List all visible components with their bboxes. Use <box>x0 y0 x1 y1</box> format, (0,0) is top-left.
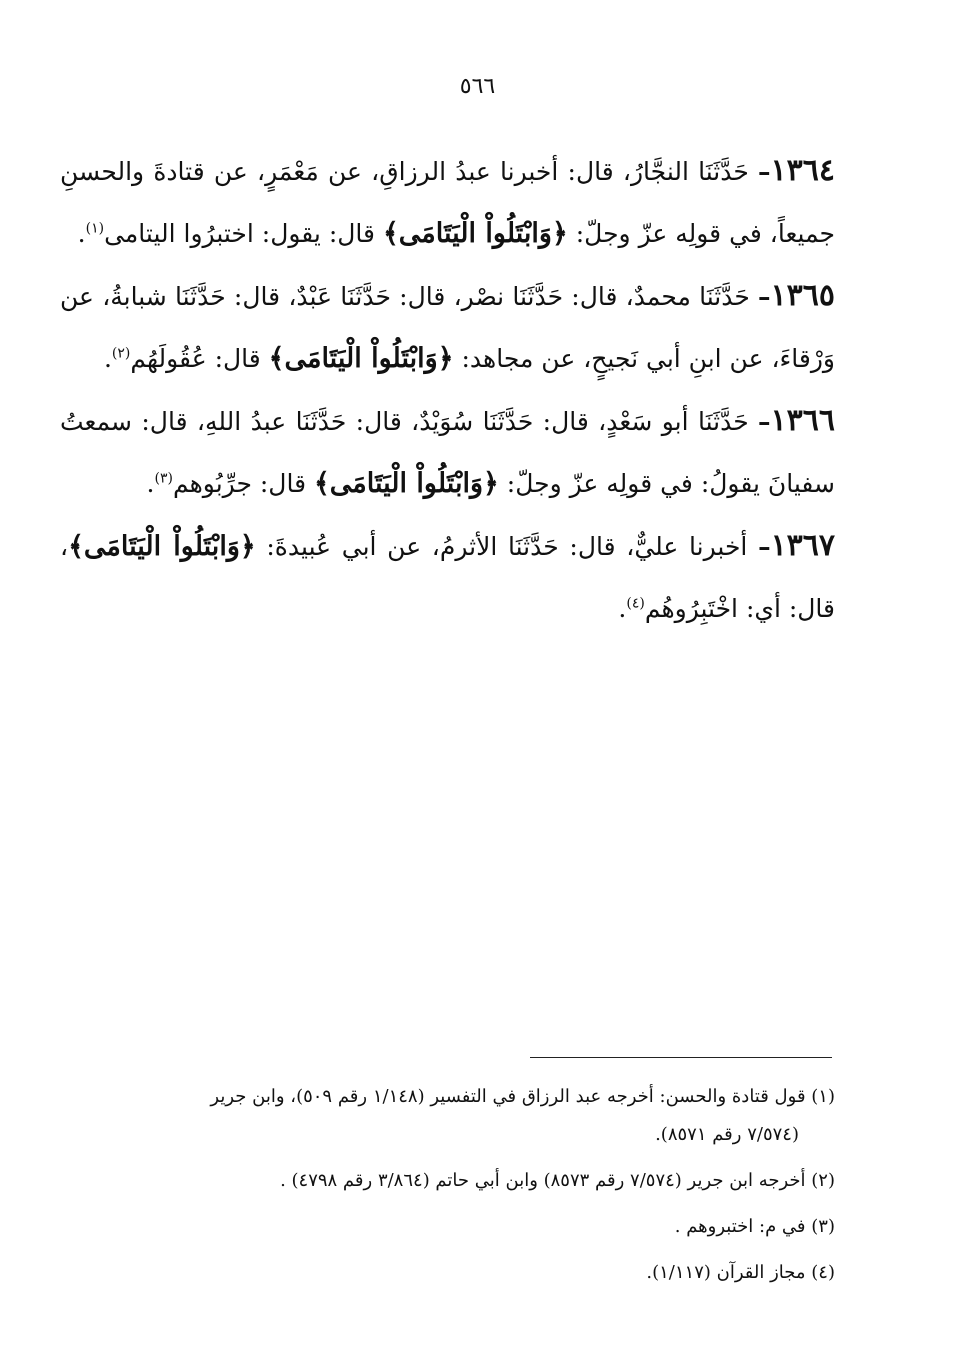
hadith-end: . <box>77 219 86 248</box>
hadith-end: . <box>146 469 155 498</box>
hadith-1366 <box>60 390 835 515</box>
hadith-end: . <box>618 594 627 623</box>
quran-verse: ﴿وَابْتَلُواْ الْيَتَامَى﴾ <box>68 531 256 562</box>
main-text <box>60 140 835 640</box>
footnote-label: (١) <box>811 1086 835 1107</box>
footnotes <box>60 1078 835 1300</box>
hadith-text-cont: قال: يقول: اختبرُوا اليتامى <box>104 219 383 248</box>
footnote-2 <box>60 1162 835 1200</box>
hadith-number: ١٣٦٤ <box>770 153 835 188</box>
hadith-end: . <box>103 344 112 373</box>
hadith-1365 <box>60 265 835 390</box>
footnote-label: (٤) <box>811 1262 835 1283</box>
hadith-text: حَدَّثَنَا محمدٌ، قال: حَدَّثَنَا نصْر، قال: حَدَّثَنَا عَبْدٌ، قال: حَدَّثَنَا شبابةُ، عن وَرْقاءَ، عن ابنِ أبي نَجيحٍ، عن مجاهد: <box>60 282 835 373</box>
hadith-number: ١٣٦٦ <box>770 403 835 438</box>
hadith-1364 <box>60 140 835 265</box>
footnote-text: في م: اختبروهم . <box>674 1216 812 1237</box>
hadith-text: حَدَّثَنَا أبو سَعْدٍ، قال: حَدَّثَنَا سُوَيْدٌ، قال: حَدَّثَنَا عبدُ اللهِ، قال: سمعتُ سفيانَ يقولُ: في قولِه عزّ وجلّ: <box>60 407 835 498</box>
page-number: ٥٦٦ <box>459 74 496 99</box>
footnote-1 <box>60 1078 835 1154</box>
footnote-text-cont: (٧/٥٧٤ رقم ٨٥٧١). <box>655 1124 799 1145</box>
hadith-dash: – <box>758 157 771 186</box>
hadith-text: أخبرنا عليٌّ، قال: حَدَّثَنَا الأثرمُ، عن أبي عُبيدةَ: <box>255 532 759 561</box>
hadith-number: ١٣٦٧ <box>770 528 836 563</box>
hadith-text-cont: قال: عُقُولَهُم <box>130 344 269 373</box>
quran-verse: ﴿وَابْتَلُواْ الْيَتَامَى﴾ <box>382 218 568 249</box>
hadith-dash: – <box>758 282 771 311</box>
footnote-ref[interactable]: (٢) <box>111 345 131 362</box>
footnote-4 <box>60 1254 835 1292</box>
footnote-ref[interactable]: (١) <box>85 220 105 237</box>
footnote-divider <box>530 1057 832 1058</box>
hadith-1367 <box>60 515 835 640</box>
footnote-ref[interactable]: (٤) <box>626 595 645 612</box>
footnote-text: أخرجه ابن جرير (٧/٥٧٤ رقم ٨٥٧٣) وابن أبي حاتم (٣/٨٦٤ رقم ٤٧٩٨) . <box>280 1170 812 1191</box>
footnote-label: (٢) <box>811 1170 835 1191</box>
hadith-text-cont: ، قال: أي: اخْتَبِرُوهُم <box>60 532 835 623</box>
hadith-dash: – <box>758 532 771 561</box>
footnote-text: قول قتادة والحسن: أخرجه عبد الرزاق في التفسير (١/١٤٨ رقم ٥٠٩)، وابن جرير <box>210 1086 812 1107</box>
footnote-3 <box>60 1208 835 1246</box>
hadith-text-cont: قال: جرِّبُوهم <box>172 469 314 498</box>
quran-verse: ﴿وَابْتَلُواْ الْيَتَامَى﴾ <box>268 343 454 374</box>
hadith-number: ١٣٦٥ <box>770 278 835 313</box>
footnote-label: (٣) <box>811 1216 835 1237</box>
hadith-dash: – <box>758 407 771 436</box>
footnote-ref[interactable]: (٣) <box>154 470 173 487</box>
footnote-text: مجاز القرآن (١/١١٧). <box>646 1262 812 1283</box>
quran-verse: ﴿وَابْتَلُواْ الْيَتَامَى﴾ <box>313 468 499 499</box>
hadith-text: حَدَّثَنَا النجَّارُ، قال: أخبرنا عبدُ الرزاقِ، عن مَعْمَرٍ، عن قتادةَ والحسنِ جميعاً، في قولِه عزّ وجلّ: <box>60 157 835 248</box>
